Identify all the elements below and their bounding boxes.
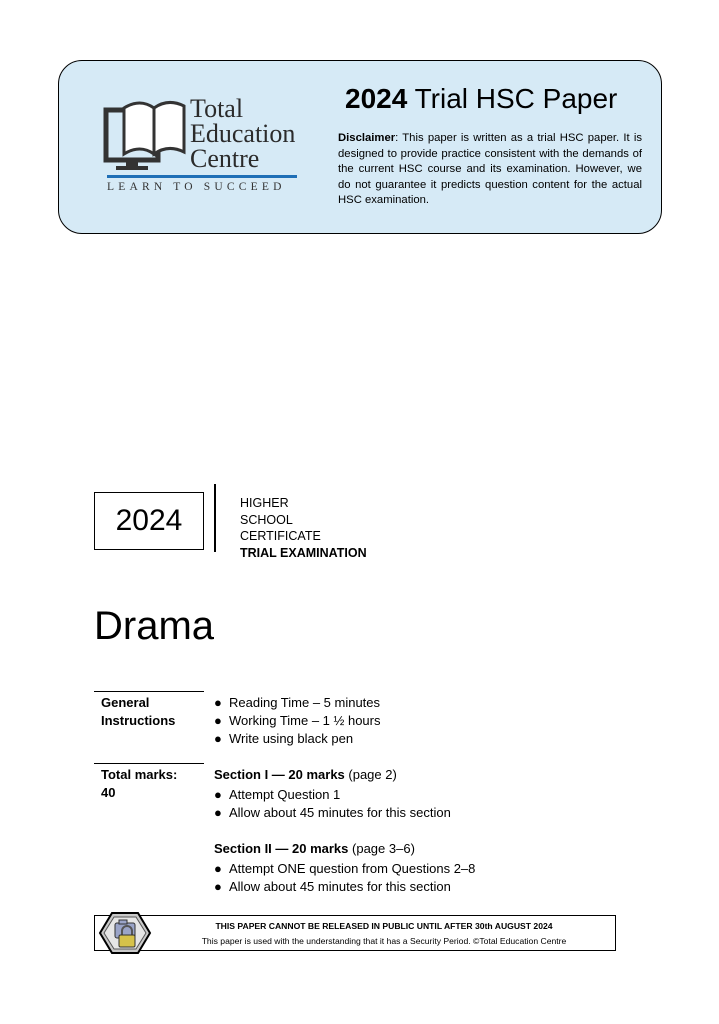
- disclaimer-text: : This paper is written as a trial HSC paper. It is designed to provide practice consistent with the demands of the current HSC course and its examination. However, we do not guarantee it predicts question content for the actual HSC examination.: [338, 132, 642, 207]
- disclaimer-label: Disclaimer: [338, 132, 396, 144]
- certificate-line3: CERTIFICATE: [240, 529, 321, 543]
- bullet-icon: ●: [214, 805, 222, 820]
- section1-block: [214, 766, 451, 822]
- bullet-icon: ●: [214, 713, 222, 728]
- padlock-folder-icon: [98, 911, 152, 955]
- general-item: Write using black pen: [229, 731, 354, 746]
- logo-divider: [107, 175, 297, 178]
- list-item: [214, 730, 381, 748]
- bullet-icon: ●: [214, 731, 222, 746]
- subject-title: Drama: [94, 604, 215, 648]
- section2-title: Section II — 20 marks: [214, 841, 349, 856]
- marks-rule: [94, 763, 204, 764]
- logo-tagline: LEARN TO SUCCEED: [107, 181, 286, 193]
- section1-item: Allow about 45 minutes for this section: [229, 805, 451, 820]
- vertical-divider: [214, 484, 216, 552]
- certificate-line1: HIGHER: [240, 496, 289, 510]
- footer-note: This paper is used with the understanding that it has a Security Period. ©Total Education Centre: [201, 936, 567, 946]
- logo-name-line3: Centre: [190, 144, 260, 173]
- list-item: [214, 878, 475, 896]
- section1-title: Section I — 20 marks: [214, 767, 345, 782]
- exam-year-box: [94, 492, 204, 550]
- certificate-line2: SCHOOL: [240, 512, 293, 527]
- section2-item: Attempt ONE question from Questions 2–8: [229, 861, 476, 876]
- logo-wordmark: [190, 96, 295, 171]
- logo-name-line2: Education: [190, 119, 296, 148]
- paper-title: [345, 83, 617, 115]
- section1-heading: [214, 766, 451, 784]
- list-item: [214, 694, 381, 712]
- bullet-icon: ●: [214, 879, 222, 894]
- general-list: [214, 694, 381, 748]
- disclaimer: [338, 131, 642, 209]
- section2-item: Allow about 45 minutes for this section: [229, 879, 451, 894]
- list-item: [214, 804, 451, 822]
- general-rule: [94, 691, 204, 692]
- bullet-icon: ●: [214, 861, 222, 876]
- section2-heading: [214, 840, 475, 858]
- general-label-line1: General: [101, 695, 150, 710]
- bullet-icon: ●: [214, 695, 222, 710]
- marks-label-line2: 40: [101, 785, 116, 800]
- general-item: Working Time – 1 ½ hours: [229, 713, 381, 728]
- bullet-icon: ●: [214, 787, 222, 802]
- logo-name-line1: Total: [190, 94, 244, 123]
- marks-label: [101, 766, 177, 802]
- footer-warning: THIS PAPER CANNOT BE RELEASED IN PUBLIC UNTIL AFTER 30th AUGUST 2024: [215, 921, 553, 931]
- section1-item: Attempt Question 1: [229, 787, 341, 802]
- certificate-block: [240, 495, 367, 561]
- paper-title-year: 2024: [345, 83, 408, 114]
- paper-title-text: Trial HSC Paper: [414, 83, 618, 114]
- certificate-line4: TRIAL EXAMINATION: [240, 545, 367, 560]
- list-item: [214, 712, 381, 730]
- section2-pages: (page 3–6): [348, 841, 415, 856]
- list-item: [214, 786, 451, 804]
- section2-block: [214, 840, 475, 896]
- list-item: [214, 860, 475, 878]
- section1-pages: (page 2): [344, 767, 397, 782]
- exam-year: 2024: [115, 504, 183, 537]
- general-label-line2: Instructions: [101, 713, 176, 728]
- marks-label-line1: Total marks:: [101, 767, 178, 782]
- general-item: Reading Time – 5 minutes: [229, 695, 381, 710]
- general-label: [101, 694, 175, 730]
